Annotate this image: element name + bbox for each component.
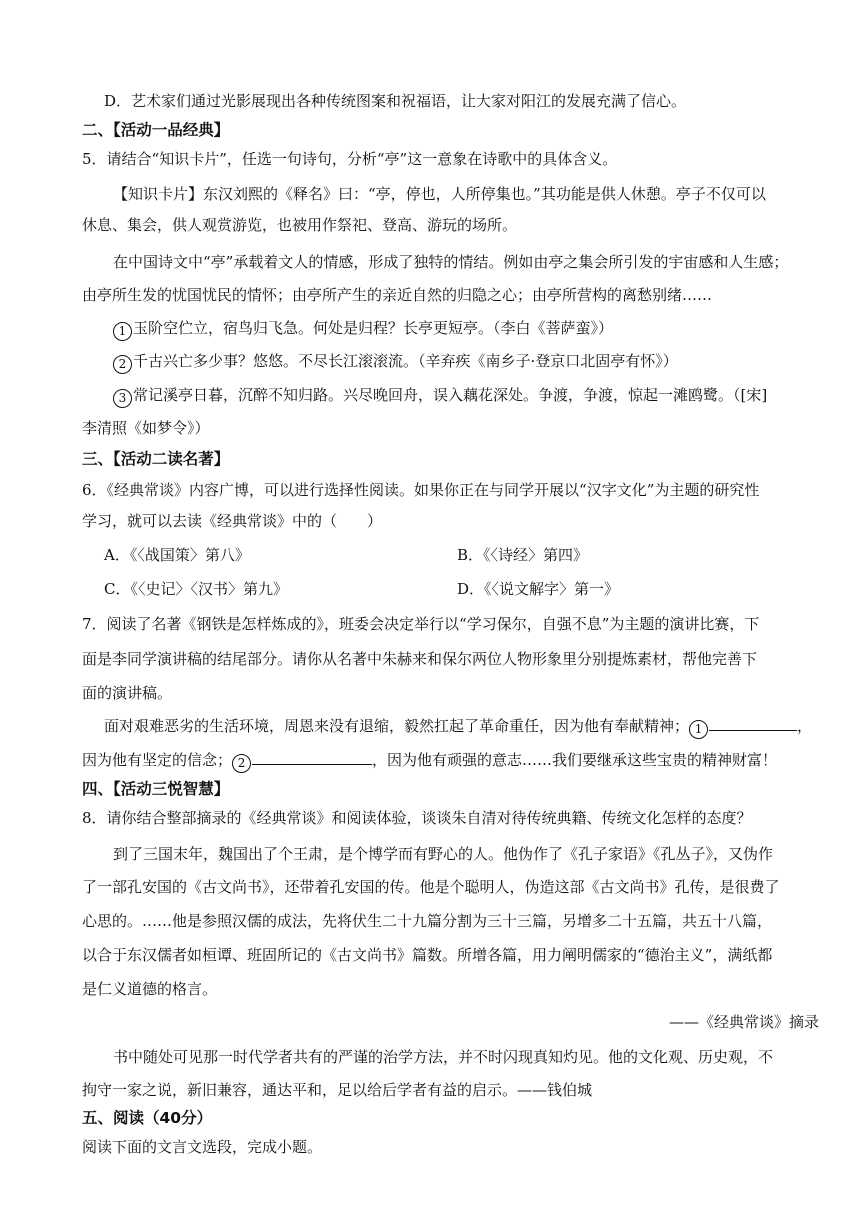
speech-line-1 <box>104 716 812 739</box>
poem-3 <box>113 385 767 408</box>
speech-line-2 <box>82 750 777 773</box>
knowledge-card-line-3: 在中国诗文中“亭”承载着文人的情感，形成了独特的情结。例如由亭之集会所引发的宇宙感和人生感； <box>113 253 789 271</box>
poem-3-text: 常记溪亭日暮，沉醉不知归路。兴尽晚回舟，误入藕花深处。争渡，争渡，惊起一滩鸥鹭。（[宋] <box>133 386 768 404</box>
speech-line-2-end: ，因为他有顽强的意志……我们要继承这些宝贵的精神财富！ <box>372 751 778 769</box>
answer-blank-2[interactable] <box>252 750 372 765</box>
excerpt-source: ——《经典常谈》摘录 <box>668 1013 819 1031</box>
comment-line-1: 书中随处可见那一时代学者共有的严谨的治学方法，并不时闪现真知灼见。他的文化观、历史观，不 <box>113 1048 774 1066</box>
reading-intro: 阅读下面的文言文选段，完成小题。 <box>82 1138 323 1156</box>
circled-number-2: 2 <box>232 754 251 773</box>
answer-blank-1[interactable] <box>709 716 797 731</box>
speech-line-1-text: 面对艰难恶劣的生活环境，周恩来没有退缩，毅然扛起了革命重任，因为他有奉献精神； <box>104 717 690 735</box>
section-3-heading: 三、【活动二读名著】 <box>82 450 230 468</box>
knowledge-card-line-1: 【知识卡片】东汉刘熙的《释名》曰：“亭，停也，人所停集也。”其功能是供人休憩。亭子不仅可以 <box>113 185 766 203</box>
excerpt-line-3: 心思的。……他是参照汉儒的成法，先将伏生二十九篇分割为三十三篇，另增多二十五篇，共五十八篇， <box>82 912 773 930</box>
circled-number-3: 3 <box>113 389 132 408</box>
question-8: 8．请你结合整部摘录的《经典常谈》和阅读体验，谈谈朱自清对待传统典籍、传统文化怎样的态度？ <box>82 809 752 827</box>
option-c[interactable]: C．《〈史记〉〈汉书〉第九》 <box>104 580 288 598</box>
knowledge-card-line-2: 休息、集会，供人观赏游览，也被用作祭祀、登高、游玩的场所。 <box>82 216 518 234</box>
option-d-line: D．艺术家们通过光影展现出各种传统图案和祝福语，让大家对阳江的发展充满了信心。 <box>104 92 687 110</box>
poem-2 <box>113 351 678 374</box>
section-2-heading: 二、【活动一品经典】 <box>82 121 230 139</box>
speech-line-2-start: 因为他有坚定的信念； <box>82 751 233 769</box>
circled-number-2: 2 <box>113 355 132 374</box>
poem-1-text: 玉阶空伫立，宿鸟归飞急。何处是归程？长亭更短亭。（李白《菩萨蛮》） <box>133 319 614 337</box>
question-7-line-1: 7．阅读了名著《钢铁是怎样炼成的》，班委会决定举行以“学习保尔，自强不息”为主题的演讲比赛，下 <box>82 615 760 633</box>
question-7-line-3: 面的演讲稿。 <box>82 684 173 702</box>
excerpt-line-4: 以合于东汉儒者如桓谭、班固所记的《古文尚书》篇数。所增各篇，用力阐明儒家的“德治主义”，满纸都 <box>82 946 773 964</box>
option-d[interactable]: D．《〈说文解字〉第一》 <box>457 580 620 598</box>
circled-number-1: 1 <box>689 720 708 739</box>
excerpt-line-2: 了一部孔安国的《古文尚书》，还带着孔安国的传。他是个聪明人，伪造这部《古文尚书》孔传，是很费了 <box>82 878 780 896</box>
question-6-line-1: 6．《经典常谈》内容广博，可以进行选择性阅读。如果你正在与同学开展以“汉字文化”为主题的研究性 <box>82 481 760 499</box>
poem-2-text: 千古兴亡多少事？悠悠。不尽长江滚滚流。（辛弃疾《南乡子·登京口北固亭有怀》） <box>133 352 678 370</box>
question-6-line-2: 学习，就可以去读《经典常谈》中的（ ） <box>82 512 383 530</box>
speech-line-1-end: ， <box>797 717 813 735</box>
section-5-heading: 五、阅读（40分） <box>82 1109 213 1127</box>
section-4-heading: 四、【活动三悦智慧】 <box>82 780 230 798</box>
circled-number-1: 1 <box>113 322 132 341</box>
excerpt-line-5: 是仁义道德的格言。 <box>82 980 218 998</box>
comment-line-2: 拘守一家之说，新旧兼容，通达平和，足以给后学者有益的启示。——钱伯城 <box>82 1081 593 1099</box>
question-5: 5．请结合“知识卡片”，任选一句诗句，分析“亭”这一意象在诗歌中的具体含义。 <box>82 150 618 168</box>
poem-1 <box>113 318 613 341</box>
question-7-line-2: 面是李同学演讲稿的结尾部分。请你从名著中朱赫来和保尔两位人物形象里分别提炼素材，帮他完善下 <box>82 650 758 668</box>
option-a[interactable]: A．《〈战国策〉第八》 <box>104 546 250 564</box>
knowledge-card-line-4: 由亭所生发的忧国忧民的情怀；由亭所产生的亲近自然的归隐之心；由亭所营构的离愁别绪…… <box>82 286 713 304</box>
poem-3-author: 李清照《如梦令》） <box>82 419 210 437</box>
excerpt-line-1: 到了三国末年，魏国出了个王肃，是个博学而有野心的人。他伪作了《孔子家语》《孔丛子》，又伪作 <box>113 845 774 863</box>
option-b[interactable]: B．《〈诗经〉第四》 <box>457 546 589 564</box>
